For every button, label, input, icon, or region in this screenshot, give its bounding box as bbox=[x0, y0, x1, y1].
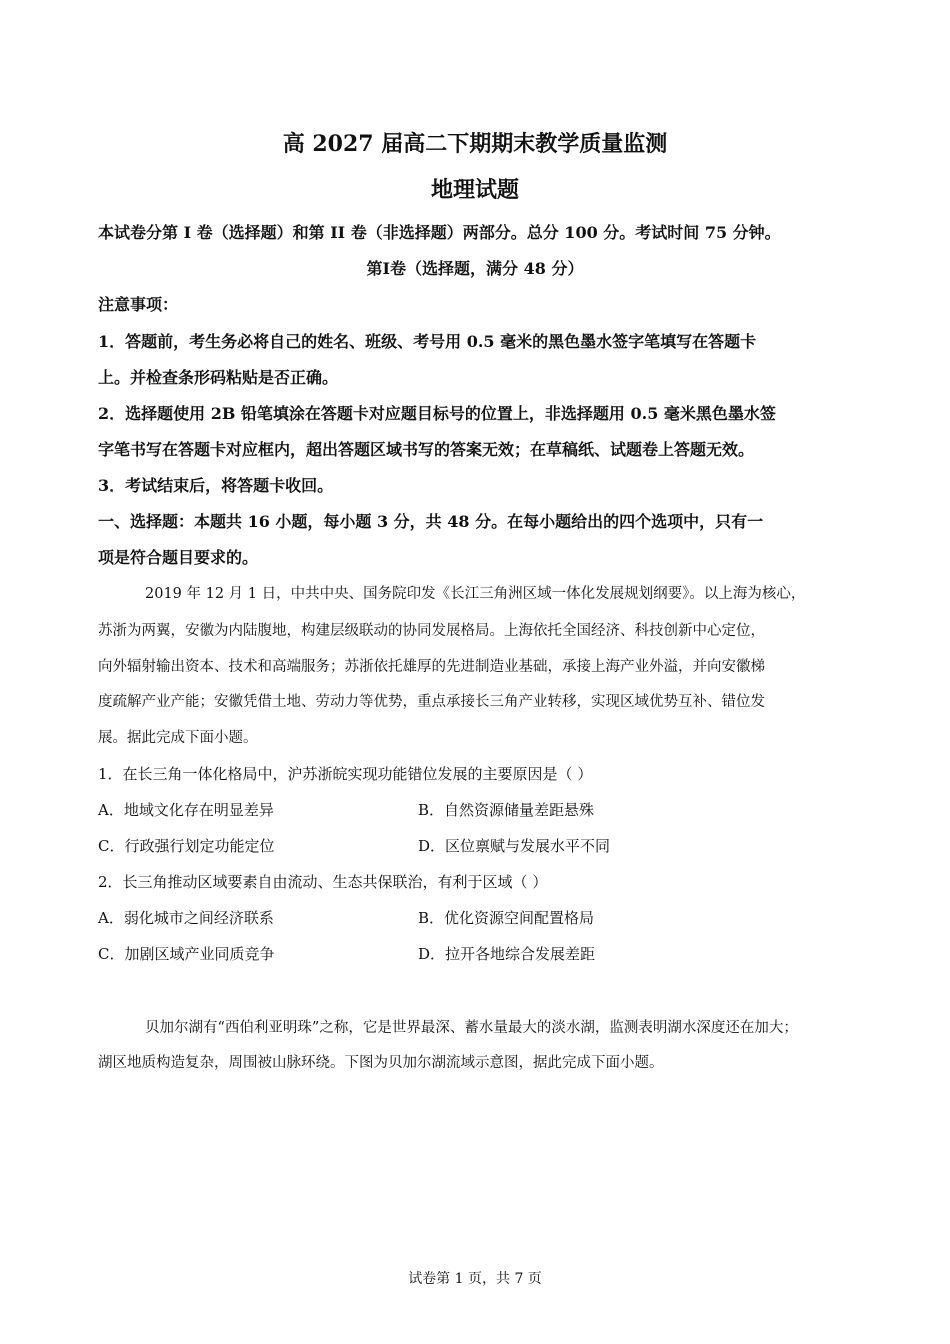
exam-subtitle: 地理试题 bbox=[430, 177, 519, 203]
question-2-option-a: A．弱化城市之间经济联系 bbox=[98, 909, 274, 927]
passage1-line-1: 2019 年 12 月 1 日，中共中央、国务院印发《长江三角洲区域一体化发展规划纲要》。以上海为核心， bbox=[145, 586, 806, 602]
page-footer: 试卷第 1 页，共 7 页 bbox=[408, 1271, 542, 1287]
exam-title: 高 2027 届高二下期期末教学质量监测 bbox=[282, 131, 668, 157]
question-1-option-b: B．自然资源储量差距悬殊 bbox=[418, 801, 595, 819]
passage1-line-4: 度疏解产业产能；安徽凭借土地、劳动力等优势，重点承接长三角产业转移，实现区域优势互补、错位发 bbox=[98, 694, 765, 710]
question-2-option-b: B．优化资源空间配置格局 bbox=[418, 909, 595, 927]
passage2-line-2: 湖区地质构造复杂，周围被山脉环绕。下图为贝加尔湖流域示意图，据此完成下面小题。 bbox=[98, 1055, 664, 1071]
notice-item-1-line-2: 上。并检查条形码粘贴是否正确。 bbox=[98, 368, 339, 387]
notice-item-2-line-1: 2．选择题使用 2B 铅笔填涂在答题卡对应题目标号的位置上，非选择题用 0.5 毫米黑色墨水签 bbox=[98, 404, 776, 423]
notice-item-1-line-1: 1．答题前，考生务必将自己的姓名、班级、考号用 0.5 毫米的黑色墨水签字笔填写在答题卡 bbox=[98, 332, 757, 351]
section1-heading-line-1: 一、选择题：本题共 16 小题，每小题 3 分，共 48 分。在每小题给出的四个选项中，只有一 bbox=[98, 512, 764, 531]
exam-structure-note: 本试卷分第 I 卷（选择题）和第 II 卷（非选择题）两部分。总分 100 分。考试时间 75 分钟。 bbox=[98, 223, 781, 242]
passage1-line-2: 苏浙为两翼，安徽为内陆腹地，构建层级联动的协同发展格局。上海依托全国经济、科技创新中心定位， bbox=[98, 623, 765, 639]
passage2-line-1: 贝加尔湖有“西伯利亚明珠”之称，它是世界最深、蓄水量最大的淡水湖，监测表明湖水深度还在加大； bbox=[145, 1020, 798, 1036]
question-2-stem: 2．长三角推动区域要素自由流动、生态共保联治，有利于区域（ ） bbox=[98, 873, 548, 891]
question-2-option-c: C．加剧区域产业同质竞争 bbox=[98, 945, 275, 963]
question-1-stem: 1．在长三角一体化格局中，沪苏浙皖实现功能错位发展的主要原因是（ ） bbox=[98, 765, 593, 783]
question-1-option-d: D．区位禀赋与发展水平不同 bbox=[418, 837, 611, 855]
question-1-option-c: C．行政强行划定功能定位 bbox=[98, 837, 275, 855]
question-2-option-d: D．拉开各地综合发展差距 bbox=[418, 945, 596, 963]
notices-heading: 注意事项： bbox=[98, 295, 179, 314]
notice-item-2-line-2: 字笔书写在答题卡对应框内，超出答题区域书写的答案无效；在草稿纸、试题卷上答题无效。 bbox=[98, 440, 755, 459]
question-1-option-a: A．地域文化存在明显差异 bbox=[98, 801, 274, 819]
section1-heading-line-2: 项是符合题目要求的。 bbox=[98, 548, 259, 567]
notice-item-3: 3．考试结束后，将答题卡收回。 bbox=[98, 476, 334, 495]
passage1-line-3: 向外辐射输出资本、技术和高端服务；苏浙依托雄厚的先进制造业基础，承接上海产业外溢，并向安徽梯 bbox=[98, 659, 765, 675]
passage1-line-5: 展。据此完成下面小题。 bbox=[98, 730, 258, 746]
part1-heading: 第Ⅰ卷（选择题，满分 48 分） bbox=[366, 259, 584, 278]
